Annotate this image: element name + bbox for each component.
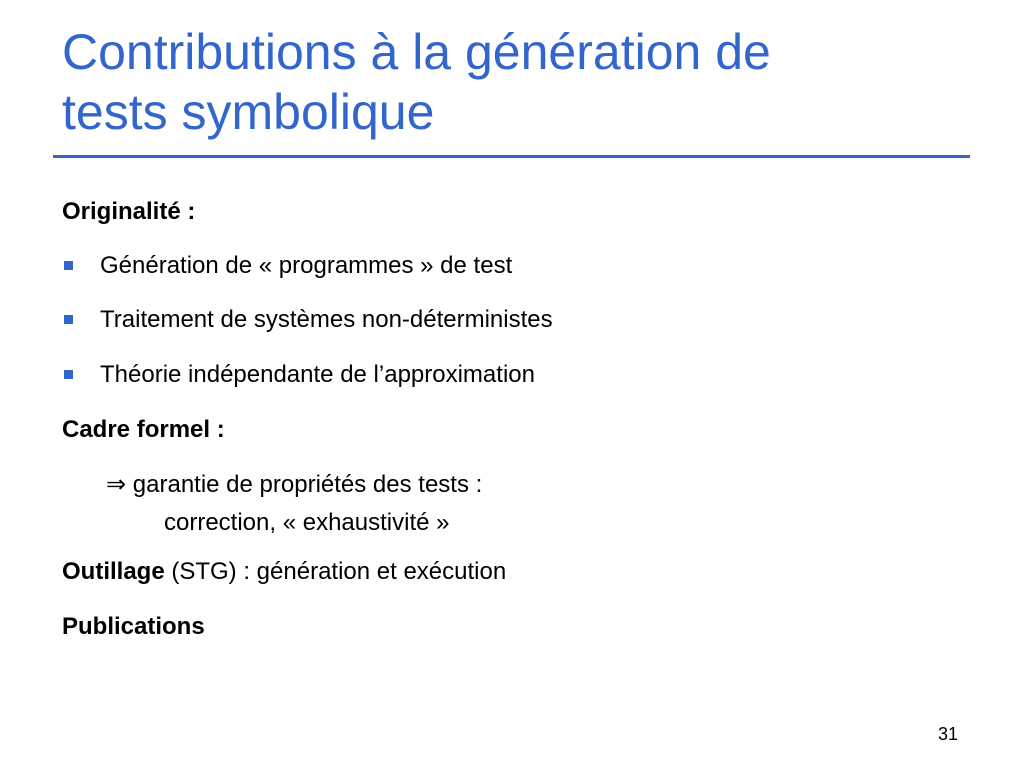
publications-heading: Publications: [62, 613, 205, 640]
slide-title: [62, 22, 962, 142]
originality-heading: Originalité :: [62, 198, 196, 225]
tooling-description: (STG) : génération et exécution: [164, 558, 507, 585]
formal-line-1: ⇒ garantie de propriétés des tests :: [106, 471, 483, 498]
tooling-line: [62, 558, 506, 586]
title-underline: [53, 155, 970, 158]
slide-title-line-1: Contributions à la génération de: [62, 24, 771, 80]
square-bullet-icon: [64, 315, 73, 324]
bullet-item-text: Théorie indépendante de l’approximation: [100, 361, 535, 388]
bullet-item-text: Traitement de systèmes non-déterministes: [100, 306, 553, 333]
bullet-item-text: Génération de « programmes » de test: [100, 252, 513, 279]
square-bullet-icon: [64, 370, 73, 379]
formal-line-2: correction, « exhaustivité »: [164, 509, 450, 536]
formal-heading: Cadre formel :: [62, 416, 225, 443]
page-number: 31: [938, 724, 959, 744]
square-bullet-icon: [64, 261, 73, 270]
tooling-label: Outillage: [62, 558, 165, 585]
slide-title-line-2: tests symbolique: [62, 84, 435, 140]
